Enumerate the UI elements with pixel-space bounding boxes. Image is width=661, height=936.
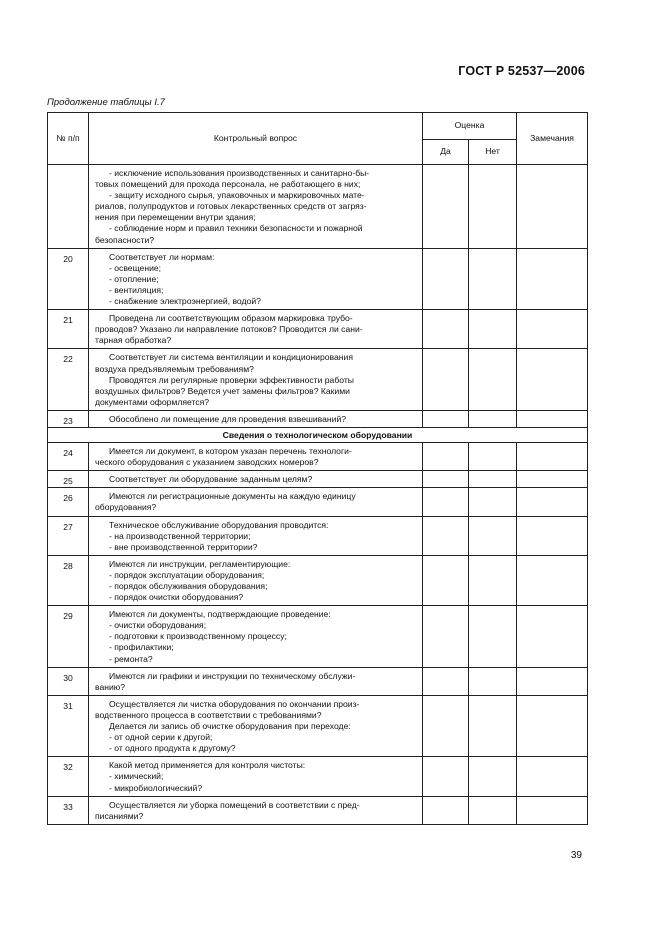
question-line: - соблюдение норм и правил техники безопасности и пожарной (109, 223, 363, 234)
question-line: - на производственной территории; (109, 530, 251, 541)
no-cell (469, 410, 517, 427)
question-line: - снабжение электроэнергией, водой? (109, 296, 261, 307)
yes-cell (423, 165, 469, 249)
question-cell (89, 667, 423, 695)
question-cell (89, 248, 423, 309)
question-line: - отопление; (109, 273, 159, 284)
question-line: воздушных фильтров? Ведется учет замены фильтров? Какими (95, 385, 350, 396)
remarks-cell (517, 796, 588, 824)
no-cell (469, 443, 517, 471)
question-line: - от одного продукта к другому? (109, 743, 236, 754)
question-cell (89, 471, 423, 488)
no-cell (469, 488, 517, 516)
yes-cell (423, 667, 469, 695)
no-cell (469, 667, 517, 695)
yes-cell (423, 443, 469, 471)
question-line: ванию? (95, 681, 126, 692)
no-cell (469, 471, 517, 488)
question-cell (89, 516, 423, 555)
question-line: - вне производственной территории? (109, 541, 258, 552)
question-line: риалов, полупродуктов и готовых лекарственных средств от загряз- (95, 201, 367, 212)
header-no: Нет (469, 140, 517, 165)
question-cell (89, 488, 423, 516)
table-row (48, 410, 588, 427)
remarks-cell (517, 165, 588, 249)
yes-cell (423, 349, 469, 410)
question-cell (89, 757, 423, 796)
question-line: - профилактики; (109, 642, 174, 653)
row-number: 20 (48, 248, 89, 309)
question-line: Соответствует ли оборудование заданным целям? (109, 474, 313, 485)
row-number: 21 (48, 310, 89, 349)
row-number: 33 (48, 796, 89, 824)
question-line: - порядок очистки оборудования? (109, 592, 244, 603)
question-cell (89, 796, 423, 824)
no-cell (469, 310, 517, 349)
question-line: - порядок обслуживания оборудования; (109, 581, 268, 591)
remarks-cell (517, 488, 588, 516)
yes-cell (423, 606, 469, 667)
question-line: Имеются ли инструкции, регламентирующие: (109, 558, 291, 569)
question-cell (89, 165, 423, 249)
question-cell (89, 349, 423, 410)
question-line: - ремонта? (109, 653, 153, 664)
question-line: Имеются ли графики и инструкции по техническому обслужи- (109, 670, 356, 681)
question-line: - микробиологический? (109, 782, 203, 793)
table-row (48, 757, 588, 796)
remarks-cell (517, 248, 588, 309)
no-cell (469, 516, 517, 555)
table-row (48, 349, 588, 410)
page-number: 39 (570, 850, 582, 861)
remarks-cell (517, 310, 588, 349)
row-number: 26 (48, 488, 89, 516)
question-line: - очистки оборудования; (109, 620, 207, 631)
question-line: - освещение; (109, 262, 162, 273)
no-cell (469, 606, 517, 667)
question-line: Проведена ли соответствующим образом маркировка трубо- (109, 313, 353, 324)
question-line: Делается ли запись об очистке оборудования при переходе: (109, 721, 351, 732)
yes-cell (423, 248, 469, 309)
table-row (48, 165, 588, 249)
yes-cell (423, 516, 469, 555)
question-line: проводов? Указано ли направление потоков? Проводится ли сани- (95, 324, 363, 335)
no-cell (469, 349, 517, 410)
section-row (48, 427, 588, 442)
question-line: Какой метод применяется для контроля чистоты: (109, 760, 306, 771)
table-row (48, 516, 588, 555)
remarks-cell (517, 443, 588, 471)
question-cell (89, 310, 423, 349)
yes-cell (423, 488, 469, 516)
no-cell (469, 757, 517, 796)
table-row (48, 248, 588, 309)
question-line: Соответствует ли система вентиляции и кондиционирования (109, 352, 353, 363)
no-cell (469, 165, 517, 249)
question-line: Имеются ли документы, подтверждающие проведение: (109, 609, 331, 620)
row-number: 28 (48, 555, 89, 605)
header-question: Контрольный вопрос (89, 113, 423, 165)
row-number: 27 (48, 516, 89, 555)
question-line: - исключение использования производственных и санитарно-бы- (109, 168, 370, 178)
question-line: - защиту исходного сырья, упаковочных и маркировочных мате- (109, 190, 365, 201)
row-number: 29 (48, 606, 89, 667)
question-line: Имеется ли документ, в котором указан перечень технологи- (109, 446, 352, 457)
table-row (48, 443, 588, 471)
remarks-cell (517, 667, 588, 695)
table-row (48, 606, 588, 667)
question-cell (89, 443, 423, 471)
yes-cell (423, 695, 469, 756)
document-standard-number: ГОСТ Р 52537—2006 (458, 64, 585, 78)
row-number: 22 (48, 349, 89, 410)
table-row (48, 310, 588, 349)
remarks-cell (517, 516, 588, 555)
header-rating: Оценка (423, 113, 517, 140)
remarks-cell (517, 757, 588, 796)
question-line: товых помещений для прохода персонала, не работающего в них; (95, 179, 361, 190)
yes-cell (423, 555, 469, 605)
question-line: Соответствует ли нормам: (109, 251, 215, 262)
header-yes: Да (423, 140, 469, 165)
question-line: Имеются ли регистрационные документы на каждую единицу (109, 491, 356, 502)
remarks-cell (517, 471, 588, 488)
yes-cell (423, 757, 469, 796)
question-line: Техническое обслуживание оборудования проводится: (109, 519, 329, 530)
yes-cell (423, 310, 469, 349)
question-line: ческого оборудования с указанием заводских номеров? (95, 457, 319, 468)
remarks-cell (517, 349, 588, 410)
table-caption: Продолжение таблицы I.7 (47, 97, 165, 108)
yes-cell (423, 471, 469, 488)
question-line: Обособлено ли помещение для проведения взвешиваний? (109, 413, 347, 424)
no-cell (469, 555, 517, 605)
no-cell (469, 248, 517, 309)
question-line: Проводятся ли регулярные проверки эффективности работы (109, 374, 354, 385)
row-number: 25 (48, 471, 89, 488)
question-line: - вентиляция; (109, 284, 164, 295)
row-number: 24 (48, 443, 89, 471)
question-line: писаниями? (95, 810, 144, 821)
remarks-cell (517, 410, 588, 427)
question-line: - подготовки к производственному процессу; (109, 631, 287, 642)
checklist-table (47, 112, 588, 825)
row-number: 30 (48, 667, 89, 695)
remarks-cell (517, 695, 588, 756)
question-line: водственного процесса в соответствии с требованиями? (95, 709, 322, 720)
question-line: оборудования? (95, 502, 157, 513)
table-row (48, 796, 588, 824)
question-line: Осуществляется ли чистка оборудования по окончании произ- (109, 698, 360, 709)
question-line: безопасности? (95, 234, 155, 245)
table-row (48, 555, 588, 605)
question-line: документами оформляется? (95, 396, 210, 407)
row-number: 32 (48, 757, 89, 796)
remarks-cell (517, 606, 588, 667)
no-cell (469, 695, 517, 756)
question-line: - от одной серии к другой; (109, 732, 213, 743)
question-cell (89, 410, 423, 427)
question-cell (89, 555, 423, 605)
header-remarks: Замечания (517, 113, 588, 165)
table-row (48, 471, 588, 488)
table-row (48, 667, 588, 695)
table-row (48, 488, 588, 516)
question-line: - порядок эксплуатации оборудования; (109, 569, 265, 580)
question-line: Осуществляется ли уборка помещений в соответствии с пред- (109, 799, 360, 810)
row-number: 31 (48, 695, 89, 756)
no-cell (469, 796, 517, 824)
yes-cell (423, 796, 469, 824)
question-cell (89, 606, 423, 667)
question-cell (89, 695, 423, 756)
question-line: тарная обработка? (95, 335, 172, 346)
question-line: воздуха предъявляемым требованиям? (95, 363, 254, 374)
question-line: нения при перемещении внутри здания; (95, 212, 256, 223)
row-number (48, 165, 89, 249)
row-number: 23 (48, 410, 89, 427)
question-line: - химический; (109, 771, 164, 782)
section-title: Сведения о технологическом оборудовании (48, 427, 588, 442)
table-row (48, 695, 588, 756)
header-number: № п/п (48, 113, 89, 165)
yes-cell (423, 410, 469, 427)
remarks-cell (517, 555, 588, 605)
